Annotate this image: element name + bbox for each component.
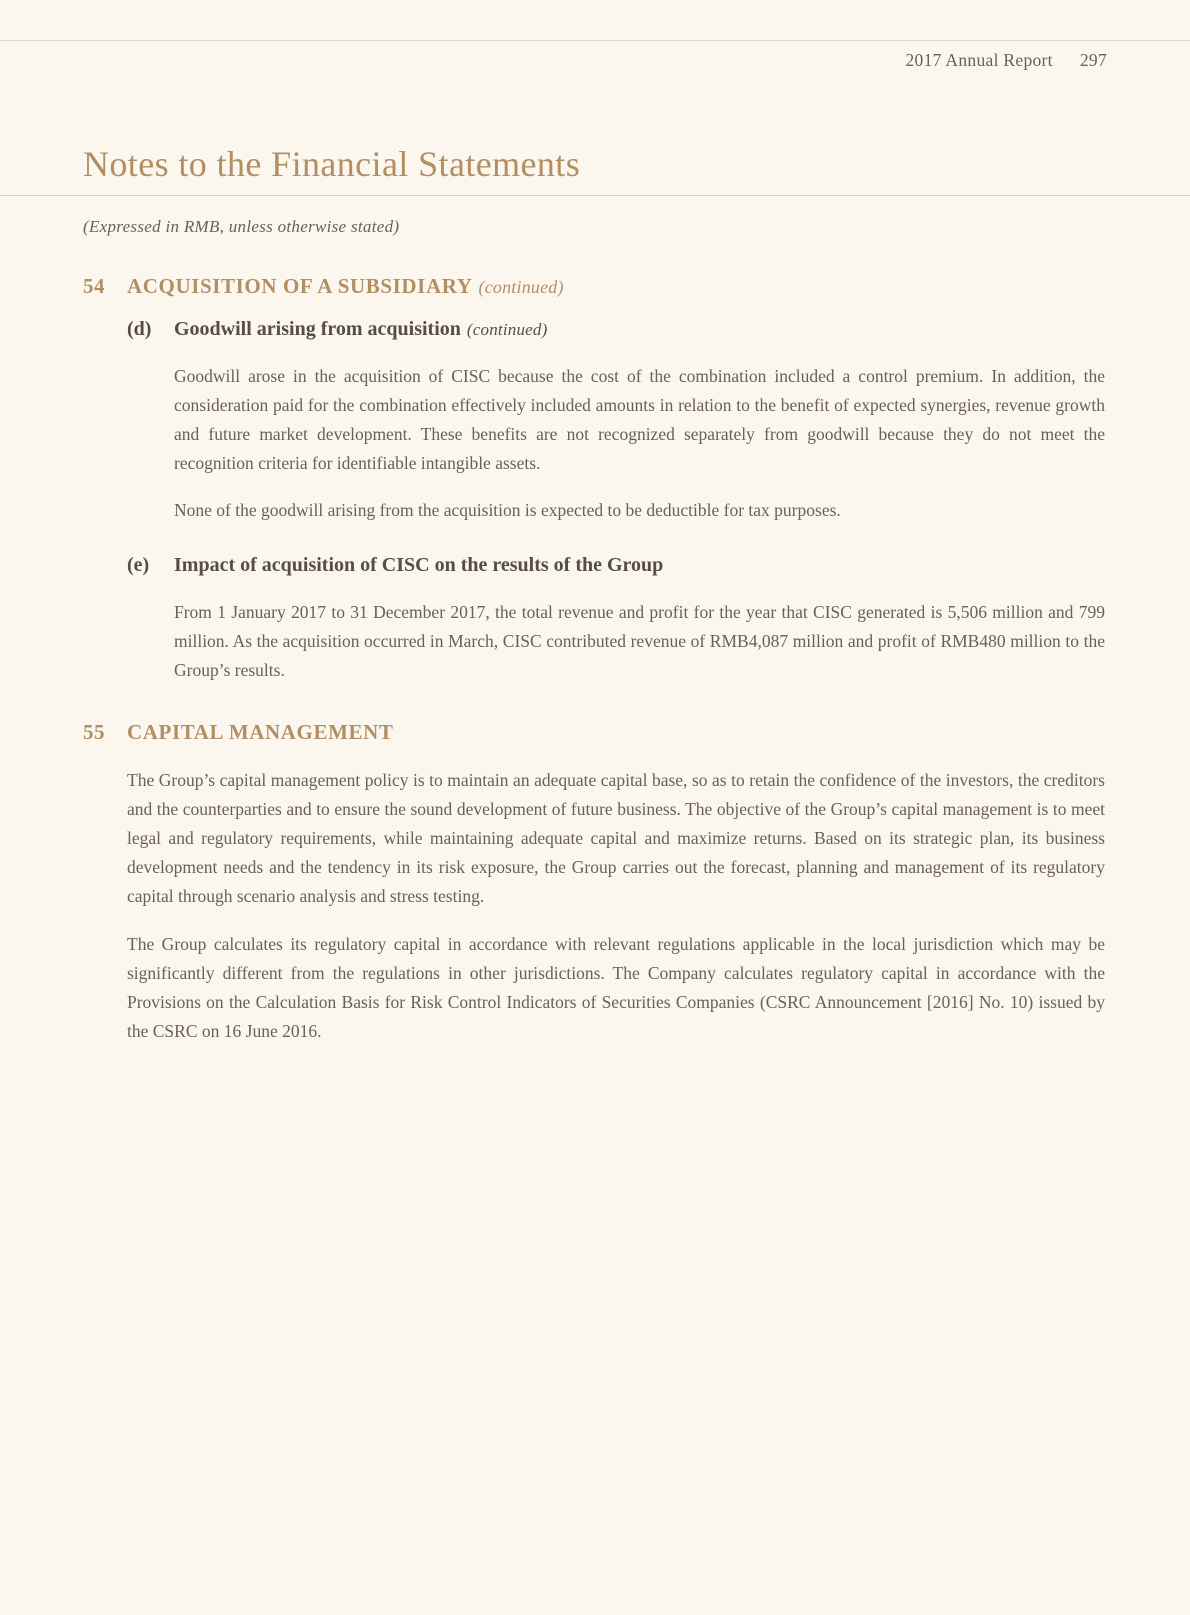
paragraph: The Group’s capital management policy is to maintain an adequate capital base, so as to retain the confidence of the investors, the creditors and the counterparties and to ensure the sound development of future business. The objective of the Group’s capital management is to meet legal and regulatory requirements, while maintaining adequate capital and maximize returns. Based on its strategic plan, its business development needs and the tendency in its risk exposure, the Group carries out the forecast, planning and management of its regulatory capital through scenario analysis and stress testing. — [127, 770, 1105, 906]
currency-note: (Expressed in RMB, unless otherwise stated) — [83, 217, 400, 236]
report-title: 2017 Annual Report — [905, 50, 1053, 70]
section-55-heading-row — [83, 720, 1105, 745]
section-55 — [83, 720, 1105, 1046]
section-54 — [83, 274, 1105, 685]
subsection-label: (e) — [127, 554, 150, 576]
section-54-body — [83, 318, 1105, 685]
paragraph: Goodwill arose in the acquisition of CISC because the cost of the combination included a control premium. In addition, the consideration paid for the combination effectively included amounts in relation to the benefit of expected synergies, revenue growth and future market development. These benefits are not recognized separately from goodwill because they do not meet the recognition criteria for identifiable intangible assets. — [174, 366, 1105, 473]
paragraph: The Group calculates its regulatory capital in accordance with relevant regulations applicable in the local jurisdiction which may be significantly different from the regulations in other jurisdictions. The Company calculates regulatory capital in accordance with the Provisions on the Calculation Basis for Risk Control Indicators of Securities Companies (CSRC Announcement [2016] No. 10) issued by the CSRC on 16 June 2016. — [127, 934, 1105, 1041]
continued-label: (continued) — [478, 277, 564, 297]
paragraph: None of the goodwill arising from the acquisition is expected to be deductible for tax purposes. — [174, 500, 841, 520]
paragraph: From 1 January 2017 to 31 December 2017, the total revenue and profit for the year that CISC generated is 5,506 million and 799 million. As the acquisition occurred in March, CISC contributed revenue of RMB4,087 million and profit of RMB480 million to the Group’s results. — [174, 602, 1105, 680]
subsection-title: Impact of acquisition of CISC on the results of the Group — [174, 554, 664, 576]
continued-label: (continued) — [466, 320, 548, 339]
subsection-d-body — [127, 362, 1105, 525]
subsection-e-body — [127, 598, 1105, 685]
page-number: 297 — [1079, 50, 1107, 70]
document-title: Notes to the Financial Statements — [83, 144, 581, 184]
section-title — [127, 274, 564, 299]
subsection-e — [127, 554, 1105, 685]
section-title-text: ACQUISITION OF A SUBSIDIARY — [127, 274, 473, 298]
section-number: 55 — [83, 720, 105, 744]
subsection-d — [127, 318, 1105, 525]
title-divider — [0, 195, 1190, 196]
page-header — [906, 50, 1108, 71]
subsection-d-heading-row — [127, 318, 1105, 341]
subsection-title-text: Goodwill arising from acquisition — [174, 318, 461, 340]
subsection-title — [174, 318, 547, 341]
header-divider — [0, 40, 1190, 41]
section-54-heading-row — [83, 274, 1105, 299]
subsection-label: (d) — [127, 318, 152, 340]
section-title: CAPITAL MANAGEMENT — [127, 720, 394, 744]
section-55-body — [83, 766, 1105, 1046]
subsection-e-heading-row — [127, 554, 1105, 577]
section-number: 54 — [83, 274, 105, 298]
